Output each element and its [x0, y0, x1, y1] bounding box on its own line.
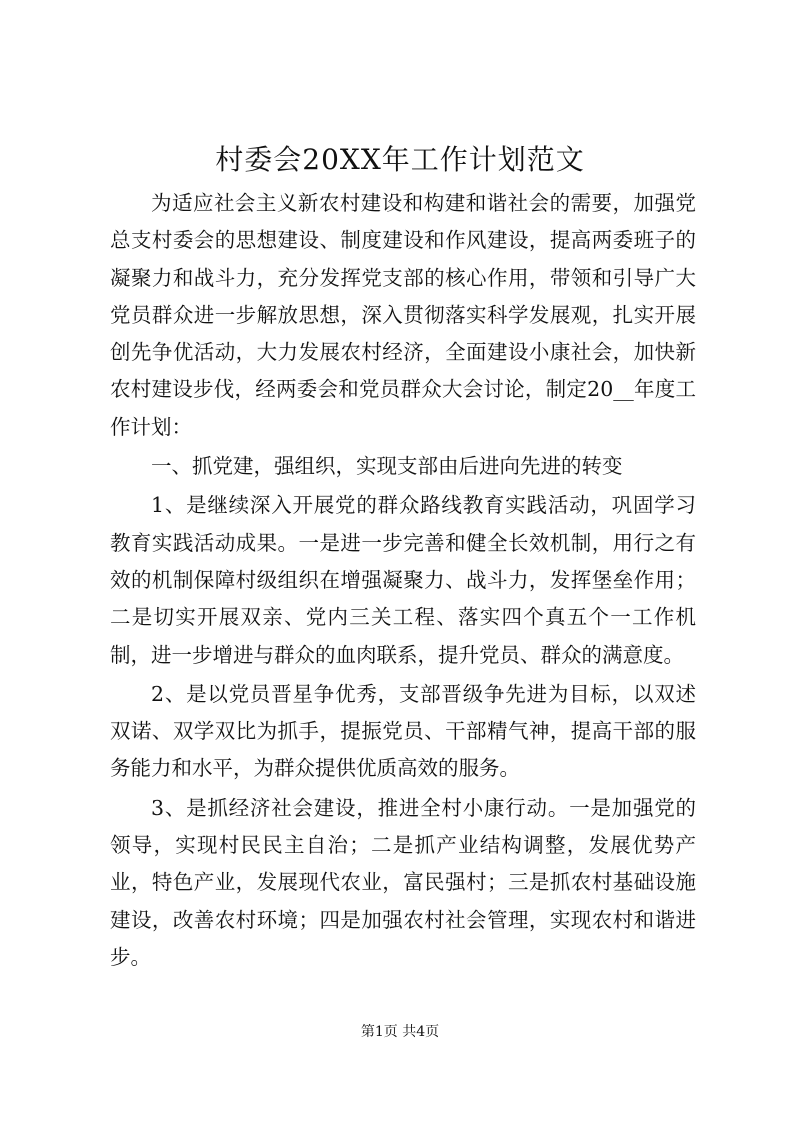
paragraph-item-1: 1、是继续深入开展党的群众路线教育实践活动，巩固学习教育实践活动成果。一是进一步完善和健全长效机制，用行之有效的机制保障村级组织在增强凝聚力、战斗力，发挥堡垒作用；二是切实开展双亲、党内三关工程、落实四个真五个一工作机制，进一步增进与群众的血肉联系，提升党员、群众的满意度。 — [110, 493, 696, 667]
paragraph-item-2: 2、是以党员晋星争优秀，支部晋级争先进为目标，以双述双诺、双学双比为抓手，提振党员、干部精气神，提高干部的服务能力和水平，为群众提供优质高效的服务。 — [110, 681, 696, 781]
document-body — [110, 185, 696, 976]
paragraph-item-3: 3、是抓经济社会建设，推进全村小康行动。一是加强党的领导，实现村民民主自治；二是抓产业结构调整，发展优势产业，特色产业，发展现代农业，富民强村；三是抓农村基础设施建设，改善农村环境；四是加强农村社会管理，实现农村和谐进步。 — [110, 795, 696, 969]
document-title: 村委会20XX年工作计划范文 — [215, 143, 585, 176]
paragraph-intro: 为适应社会主义新农村建设和构建和谐社会的需要，加强党总支村委会的思想建设、制度建设和作风建设，提高两委班子的凝聚力和战斗力，充分发挥党支部的核心作用，带领和引导广大党员群众进一步解放思想，深入贯彻落实科学发展观，扎实开展创先争优活动，大力发展农村经济，全面建设小康社会，加快新农村建设步伐，经两委会和党员群众大会讨论，制定20__年度工作计划： — [110, 191, 696, 439]
section-heading: 一、抓党建，强组织，实现支部由后进向先进的转变 — [151, 454, 623, 479]
page-footer: 第1页 共4页 — [360, 1024, 440, 1040]
